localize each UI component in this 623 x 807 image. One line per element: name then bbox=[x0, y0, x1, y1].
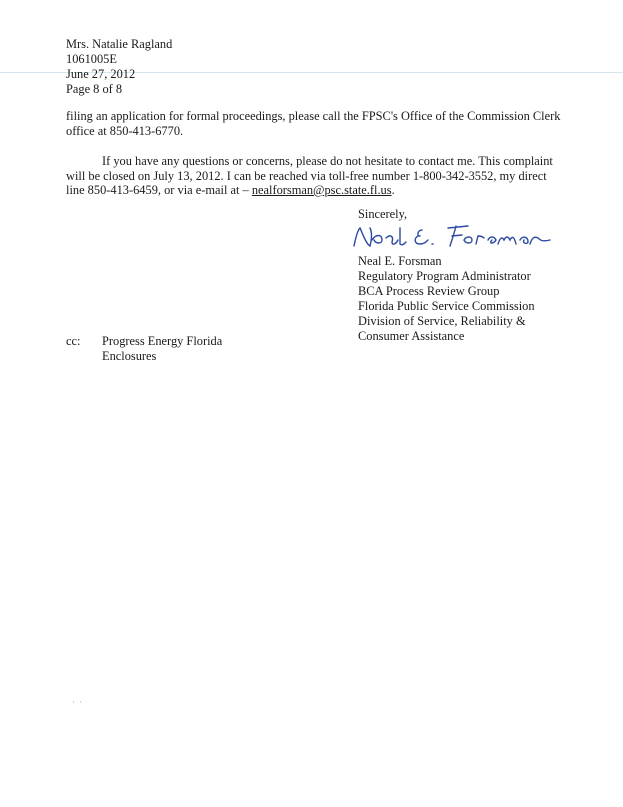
letter-date: June 27, 2012 bbox=[66, 67, 136, 81]
signatory-organization: Florida Public Service Commission bbox=[358, 299, 535, 313]
signatory-division: Division of Service, Reliability & bbox=[358, 314, 526, 328]
paragraph-contact bbox=[66, 154, 566, 198]
signatory-division-cont: Consumer Assistance bbox=[358, 329, 465, 343]
cc-list bbox=[102, 334, 222, 364]
signatory-name: Neal E. Forsman bbox=[358, 254, 442, 268]
reference-number: 1061005E bbox=[66, 52, 117, 66]
signatory-block bbox=[358, 254, 535, 344]
contact-text-end: . bbox=[391, 183, 395, 197]
scan-mark: · · bbox=[72, 697, 84, 707]
page-number: Page 8 of 8 bbox=[66, 82, 123, 96]
cc-label: cc: bbox=[66, 334, 81, 348]
closing-salutation: Sincerely, bbox=[358, 207, 408, 221]
cc-item: Enclosures bbox=[102, 349, 157, 363]
recipient-name: Mrs. Natalie Ragland bbox=[66, 37, 173, 51]
contact-text: If you have any questions or concerns, please do not hesitate to contact me. This complaint will be closed on July 13, 2012. I can be reached via toll-free number 1-800-342-3552, my direct line 850-413-6459, or via e-mail at – bbox=[66, 154, 553, 197]
cc-item: Progress Energy Florida bbox=[102, 334, 223, 348]
handwritten-signature bbox=[348, 222, 558, 252]
signatory-group: BCA Process Review Group bbox=[358, 284, 500, 298]
email-link[interactable]: nealforsman@psc.state.fl.us bbox=[251, 183, 392, 197]
signatory-title: Regulatory Program Administrator bbox=[358, 269, 531, 283]
letter-header bbox=[66, 37, 172, 97]
paragraph-formal-proceedings: filing an application for formal proceedings, please call the FPSC's Office of the Commission Clerk office at 850-413-6770. bbox=[66, 109, 561, 138]
